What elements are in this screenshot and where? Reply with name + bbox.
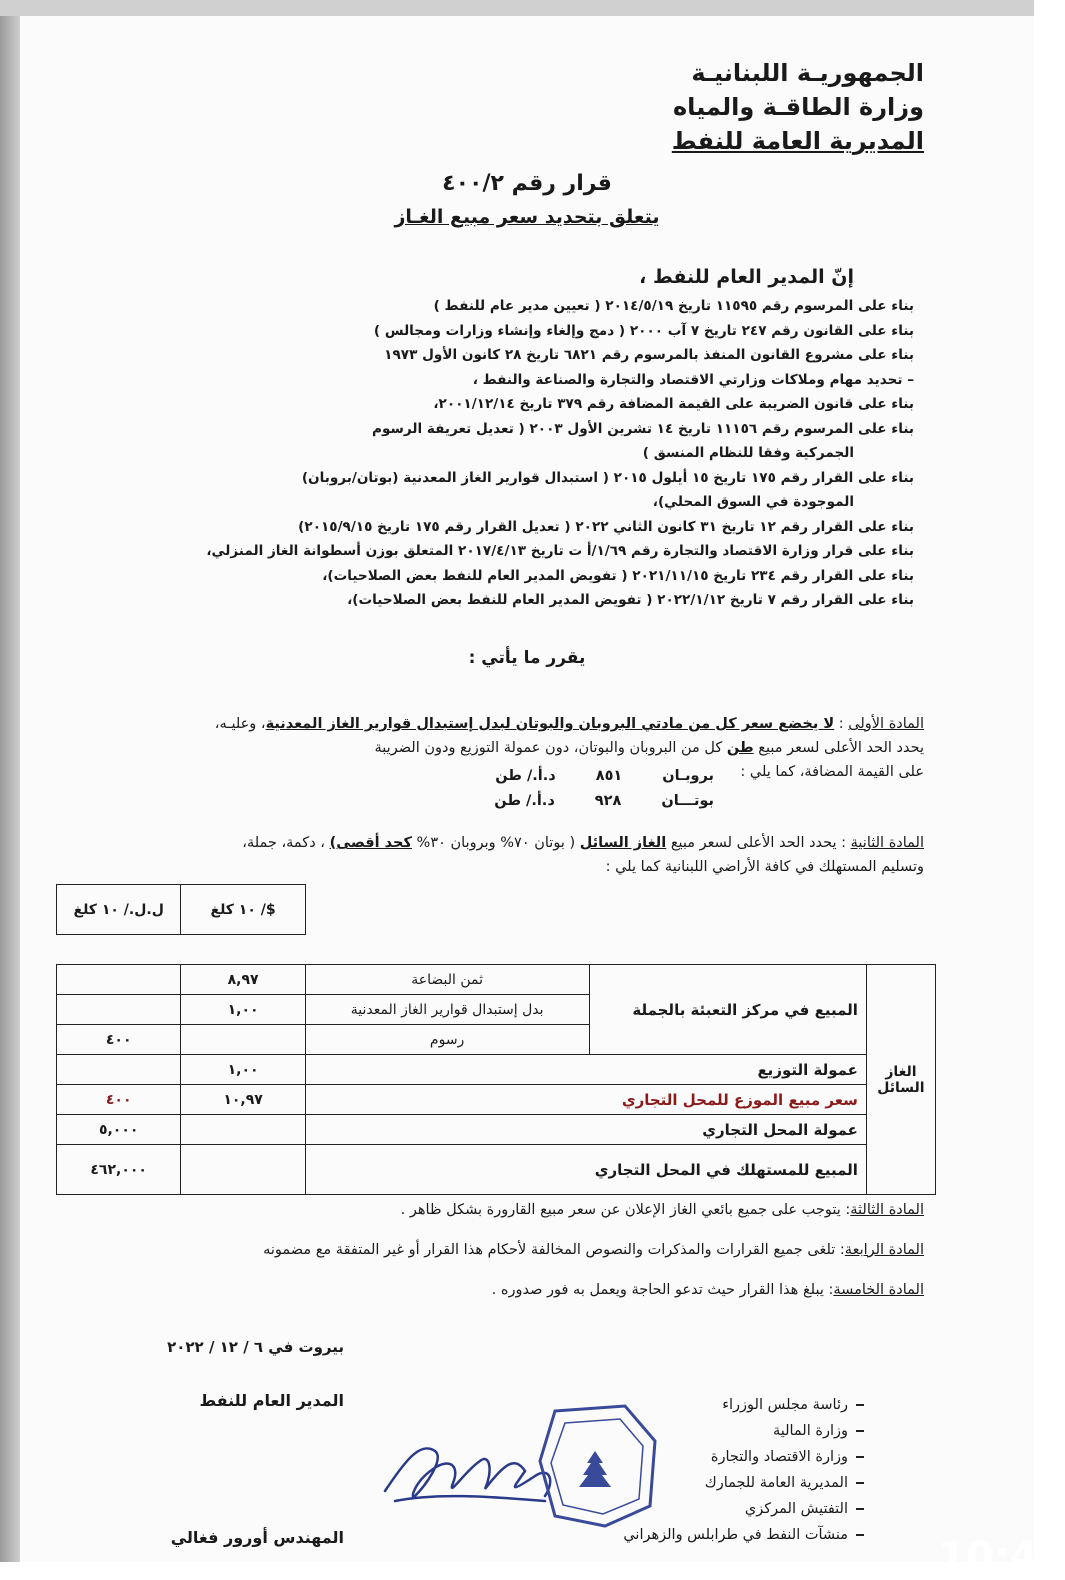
- table-row: [57, 1115, 936, 1145]
- retail-lbp: ٤٠٠: [57, 1085, 181, 1115]
- goods-label: ثمن البضاعة: [305, 965, 589, 995]
- table-row: [57, 1085, 936, 1115]
- reference-line: – تحديد مهام وملاكات وزارتي الاقتصاد والتجارة والصناعة والنفط ،: [472, 371, 914, 388]
- price-name: بوتـــان: [661, 793, 714, 809]
- letterhead-country: الجمهوريـة اللبنانيـة: [691, 59, 924, 87]
- article-3-label: المادة الثالثة: [850, 1202, 924, 1218]
- decision-title: قرار رقم ٤٠٠/٢: [442, 171, 612, 196]
- article-5-label: المادة الخامسة: [833, 1282, 924, 1298]
- reference-line: بناء على القانون رقم ٢٤٧ تاريخ ٧ آب ٢٠٠٠ ( دمج وإلغاء وإنشاء وزارات ومجالس ): [373, 322, 914, 339]
- price-row-butane: [494, 789, 714, 814]
- signature-stamp: [365, 1401, 665, 1531]
- top-bar: [0, 0, 1034, 16]
- article-2-label: المادة الثانية: [850, 835, 924, 851]
- article-4: [263, 1242, 924, 1258]
- price-value: ٨٥١: [595, 768, 623, 784]
- gas-label: الغاز السائل: [866, 965, 935, 1195]
- article-2-max: كحد أقصى): [329, 835, 412, 851]
- article-1-rest: ، وعليـه،: [214, 716, 266, 732]
- left-edge: [0, 16, 20, 1562]
- reference-line: بناء على المرسوم رقم ١١٥٩٥ تاريخ ٢٠١٤/٥/١٩ ( تعيين مدير عام للنفط ): [433, 298, 914, 314]
- intro-line: إنّ المدير العام للنفط ،: [639, 266, 854, 288]
- letterhead: [672, 56, 924, 158]
- price-list: [494, 764, 714, 814]
- consumer-lbp: ٤٦٢,٠٠٠: [57, 1145, 181, 1195]
- table-header-row: [57, 885, 936, 935]
- price-row-propane: [494, 764, 714, 789]
- list-item: منشآت النفط في طرابلس والزهراني: [623, 1522, 864, 1548]
- list-item: وزارة الاقتصاد والتجارة: [623, 1444, 864, 1470]
- shop-lbp: ٥,٠٠٠: [57, 1115, 181, 1145]
- bottle-usd: ١,٠٠: [181, 995, 305, 1025]
- price-value: ٩٢٨: [594, 793, 622, 809]
- reference-line: بناء على قرار وزارة الاقتصاد والتجارة رقم ١/٦٩/أ ت تاريخ ٢٠١٧/٤/١٣ المتعلق بوزن أسطوانة الغاز المنزلي،: [206, 543, 914, 559]
- reference-line: بناء على القرار رقم ١٢ تاريخ ٣١ كانون الثاني ٢٠٢٢ ( تعديل القرار رقم ١٧٥ تاريخ ٢٠١٥/٩/١٥): [298, 518, 914, 535]
- price-unit: د.أ./ طن: [494, 793, 555, 809]
- article-2-a: : يحدد الحد الأعلى لسعر مبيع: [670, 835, 847, 851]
- article-1-line2b: كل من البروبان والبوتان، دون عمولة التوزيع ودون الضريبة: [374, 740, 723, 756]
- header-lbp: ل.ل./ ١٠ كلغ: [57, 885, 181, 935]
- retail-label: سعر مبيع الموزع للمحل التجاري: [305, 1085, 866, 1115]
- list-item: التفتيش المركزي: [623, 1496, 864, 1522]
- article-1-line2a: يحدد الحد الأعلى لسعر مبيع: [758, 740, 924, 756]
- director-name: المهندس أورور فغالي: [170, 1528, 344, 1547]
- document-page: [20, 16, 1065, 1580]
- reference-line: بناء على المرسوم رقم ١١١٥٦ تاريخ ١٤ تشرين الأول ٢٠٠٣ ( تعديل تعريفة الرسوم: [372, 420, 914, 437]
- clock-overlay: 10:45: [938, 1534, 1065, 1580]
- retail-usd: ١٠,٩٧: [181, 1085, 305, 1115]
- article-1-bold: لا يخضع سعر كل من مادتي البروبان والبوتان لبدل إستبدال قوارير الغاز المعدنية: [265, 716, 835, 732]
- table-row: [57, 1145, 936, 1195]
- reference-line: بناء على مشروع القانون المنفذ بالمرسوم رقم ٦٨٢١ تاريخ ٢٨ كانون الأول ١٩٧٣: [384, 347, 914, 363]
- signature-icon: [385, 1448, 550, 1501]
- decision-subtitle: يتعلق بتحديد سعر مبيع الغـاز: [394, 206, 660, 228]
- reference-line: الموجودة في السوق المحلي)،: [652, 494, 854, 510]
- letterhead-ministry: وزارة الطاقـة والمياه: [673, 93, 924, 121]
- list-item: رئاسة مجلس الوزراء: [623, 1392, 864, 1418]
- dash-icon: [856, 1508, 864, 1510]
- fees-label: رسوم: [305, 1025, 589, 1055]
- article-1: المادة الأولى : لا يخضع سعر كل من مادتي البروبان والبوتان لبدل إستبدال قوارير الغاز المعدنية، وعليـه، يحدد الحد الأعلى لسعر مبيع طن كل من البروبان والبوتان، دون عمولة التوزيع ودون الضريبة على القيمة المضافة، كما يلي :: [124, 712, 924, 784]
- goods-usd: ٨,٩٧: [181, 965, 305, 995]
- references-list: [154, 294, 914, 613]
- article-2: [124, 831, 924, 879]
- decides-heading: يقرر ما يأتي :: [468, 648, 586, 668]
- dash-icon: [856, 1404, 864, 1406]
- fees-lbp: ٤٠٠: [57, 1025, 181, 1055]
- list-item: وزارة المالية: [623, 1418, 864, 1444]
- dash-icon: [856, 1534, 864, 1536]
- list-item: المديرية العامة للجمارك: [623, 1470, 864, 1496]
- dist-usd: ١,٠٠: [181, 1055, 305, 1085]
- reference-line: بناء على قانون الضريبة على القيمة المضافة رقم ٣٧٩ تاريخ ٢٠٠١/١٢/١٤،: [433, 396, 914, 412]
- consumer-label: المبيع للمستهلك في المحل التجاري: [305, 1145, 866, 1195]
- shop-label: عمولة المحل التجاري: [305, 1115, 866, 1145]
- header-usd: $/ ١٠ كلغ: [181, 885, 305, 935]
- dash-icon: [856, 1482, 864, 1484]
- table-row: [57, 965, 936, 995]
- article-2-line2: وتسليم المستهلك في كافة الأراضي اللبنانية كما يلي :: [605, 859, 924, 875]
- issue-date: بيروت في ٦ / ١٢ / ٢٠٢٢: [167, 1338, 344, 1356]
- cedar-icon: [579, 1451, 611, 1487]
- dash-icon: [856, 1456, 864, 1458]
- table-row: [57, 1055, 936, 1085]
- spacer-row: [57, 935, 936, 965]
- article-5: [492, 1282, 924, 1298]
- reference-line: بناء على القرار رقم ٧ تاريخ ٢٠٢٢/١/١٢ ( تفويض المدير العام للنفط بعض الصلاحيات)،: [347, 592, 914, 608]
- article-1-label: المادة الأولى: [848, 716, 924, 732]
- bottle-label: بدل إستبدال قوارير الغاز المعدنية: [305, 995, 589, 1025]
- article-2-b: ( بوتان ٧٠% وبروبان ٣٠%: [416, 835, 576, 851]
- article-1-ton: طن: [726, 740, 754, 756]
- dash-icon: [856, 1430, 864, 1432]
- reference-line: الجمركية وفقا للنظام المنسق ): [642, 445, 854, 461]
- article-2-gas: الغاز السائل: [579, 835, 667, 851]
- reference-line: بناء على القرار رقم ١٧٥ تاريخ ١٥ أيلول ٢٠١٥ ( استبدال قوارير الغاز المعدنية (بوتان/بروبان): [301, 469, 914, 486]
- article-4-text: : تلغى جميع القرارات والمذكرات والنصوص المخالفة لأحكام هذا القرار أو غير المتفقة مع مضمونه: [263, 1242, 845, 1258]
- article-2-c: ، دكمة، جملة،: [242, 835, 325, 851]
- article-3-text: : يتوجب على جميع بائعي الغاز الإعلان عن سعر مبيع القارورة بشكل ظاهر .: [400, 1202, 851, 1218]
- price-unit: د.أ./ طن: [495, 768, 556, 784]
- wholesale-label: المبيع في مركز التعبئة بالجملة: [589, 965, 866, 1055]
- price-table: [56, 884, 936, 1195]
- article-1-line3: على القيمة المضافة، كما يلي :: [740, 764, 924, 780]
- price-name: بروبـان: [662, 768, 714, 784]
- distribution-list: [623, 1392, 864, 1548]
- letterhead-directorate: المديرية العامة للنفط: [671, 127, 924, 155]
- article-5-text: : يبلغ هذا القرار حيث تدعو الحاجة ويعمل به فور صدوره .: [491, 1282, 834, 1298]
- article-4-label: المادة الرابعة: [844, 1242, 924, 1258]
- article-3: [401, 1202, 924, 1218]
- dist-label: عمولة التوزيع: [305, 1055, 866, 1085]
- director-title: المدير العام للنفط: [199, 1391, 344, 1410]
- reference-line: بناء على القرار رقم ٢٣٤ تاريخ ٢٠٢١/١١/١٥ ( تفويض المدير العام للنفط بعض الصلاحيات)،: [322, 567, 914, 584]
